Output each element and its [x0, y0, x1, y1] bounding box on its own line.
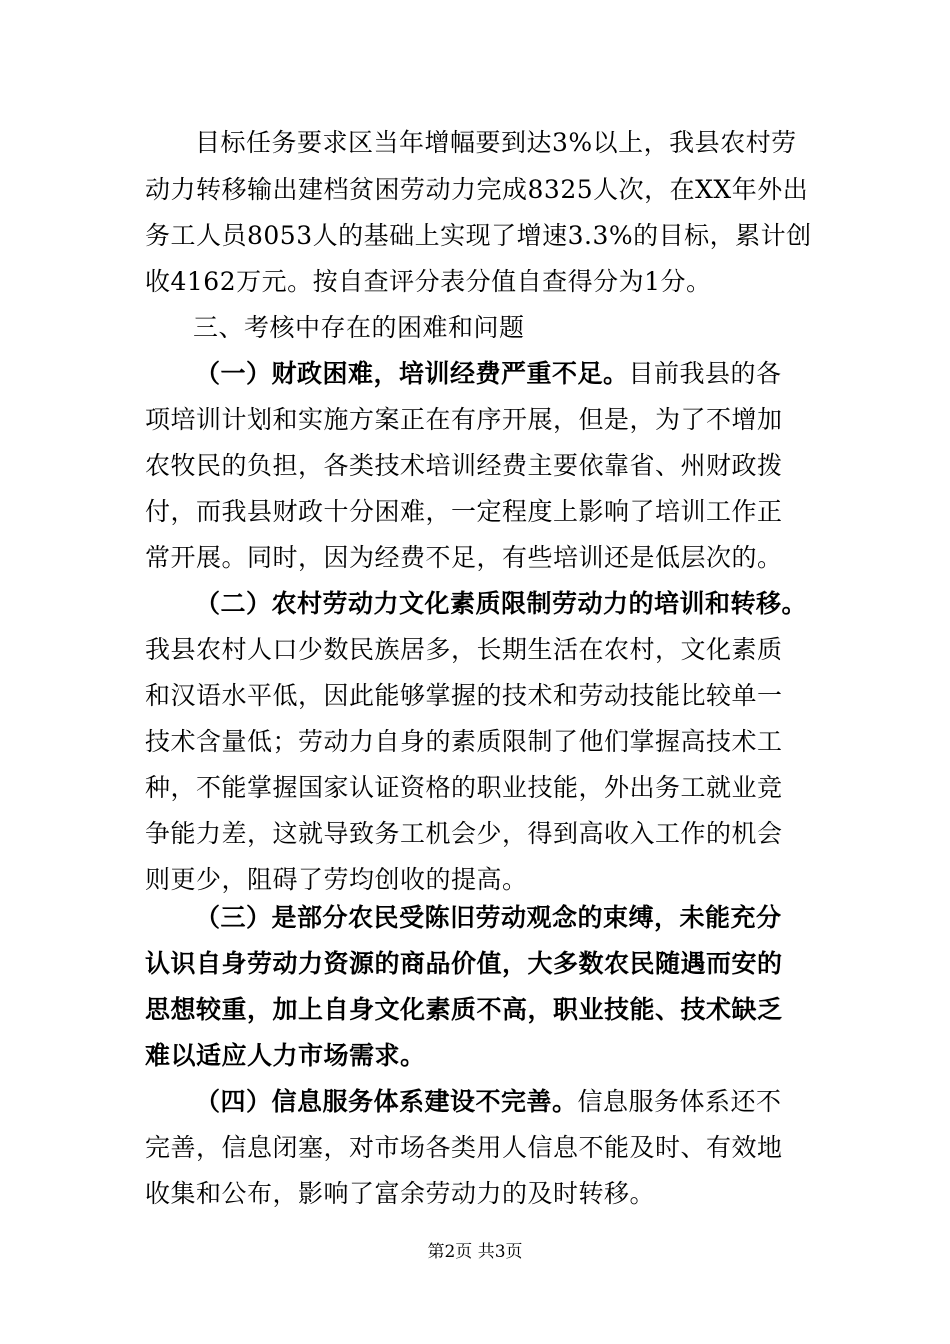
- page-number-footer: 第2页 共3页: [427, 1242, 523, 1262]
- paragraph-3-line-3: 和汉语水平低，因此能够掌握的技术和劳动技能比较单一: [145, 681, 783, 710]
- paragraph-3-line-4: 技术含量低；劳动力自身的素质限制了他们掌握高技术工: [145, 727, 783, 756]
- paragraph-5-bold-lead: （四）信息服务体系建设不完善。: [195, 1087, 578, 1116]
- section-heading: 三、考核中存在的困难和问题: [193, 313, 525, 342]
- paragraph-3-line-2: 我县农村人口少数民族居多，长期生活在农村，文化素质: [145, 635, 783, 664]
- paragraph-2-line-2: 项培训计划和实施方案正在有序开展，但是，为了不增加: [145, 405, 783, 434]
- paragraph-5-line-1-rest: 信息服务体系还不: [577, 1087, 782, 1116]
- paragraph-4-line-2: 认识自身劳动力资源的商品价值，大多数农民随遇而安的: [145, 949, 783, 978]
- paragraph-2-line-4: 付，而我县财政十分困难，一定程度上影响了培训工作正: [145, 497, 783, 526]
- paragraph-5-line-1: [195, 1083, 875, 1121]
- paragraph-1-line-3: 务工人员8053人的基础上实现了增速3.3%的目标，累计创: [145, 221, 812, 250]
- paragraph-4-line-4: 难以适应人力市场需求。: [145, 1041, 426, 1070]
- paragraph-2-line-5: 常开展。同时，因为经费不足，有些培训还是低层次的。: [145, 543, 783, 572]
- paragraph-2-bold-lead: （一）财政困难，培训经费严重不足。: [195, 359, 629, 388]
- paragraph-5-line-3: 收集和公布，影响了富余劳动力的及时转移。: [145, 1179, 656, 1208]
- paragraph-2-line-3: 农牧民的负担，各类技术培训经费主要依靠省、州财政拨: [145, 451, 783, 480]
- paragraph-1-line-2: 动力转移输出建档贫困劳动力完成8325人次，在XX年外出: [145, 175, 809, 204]
- paragraph-1-line-4: 收4162万元。按自查评分表分值自查得分为1分。: [145, 267, 712, 296]
- paragraph-3-line-6: 争能力差，这就导致务工机会少，得到高收入工作的机会: [145, 819, 783, 848]
- paragraph-2-line-1: [195, 355, 875, 393]
- paragraph-3-line-7: 则更少，阻碍了劳均创收的提高。: [145, 865, 528, 894]
- paragraph-3-line-5: 种，不能掌握国家认证资格的职业技能，外出务工就业竞: [145, 773, 783, 802]
- paragraph-4-line-1: （三）是部分农民受陈旧劳动观念的束缚，未能充分: [195, 903, 782, 932]
- paragraph-3-bold-lead: （二）农村劳动力文化素质限制劳动力的培训和转移。: [195, 589, 808, 618]
- paragraph-5-line-2: 完善，信息闭塞，对市场各类用人信息不能及时、有效地: [145, 1133, 783, 1162]
- paragraph-2-line-1-rest: 目前我县的各: [628, 359, 782, 388]
- paragraph-1-line-1: 目标任务要求区当年增幅要到达3%以上，我县农村劳: [195, 128, 797, 157]
- paragraph-4-line-3: 思想较重，加上自身文化素质不高，职业技能、技术缺乏: [145, 995, 783, 1024]
